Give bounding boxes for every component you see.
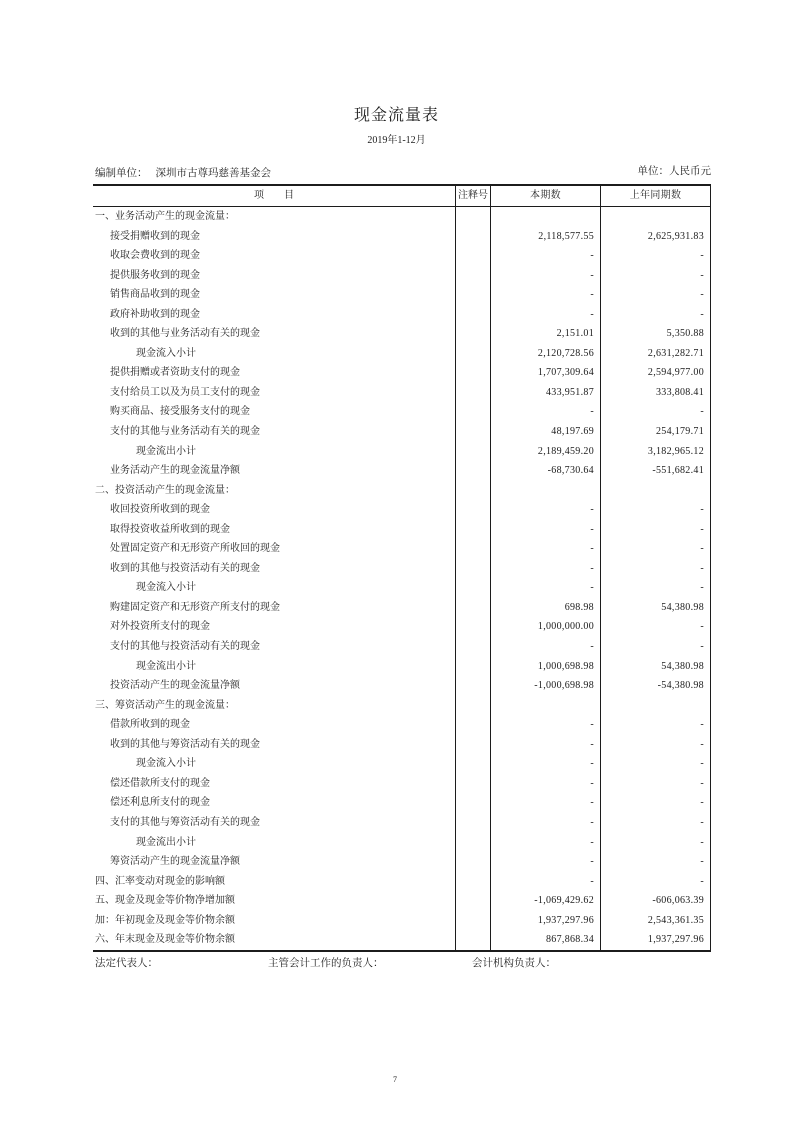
preparing-unit <box>95 165 271 180</box>
table-row <box>93 227 711 247</box>
row-prior: 5,350.88 <box>600 324 711 344</box>
preparing-unit-label: 编制单位： <box>95 168 148 179</box>
row-current: - <box>490 520 600 540</box>
currency-unit: 单位：人民币元 <box>637 166 711 177</box>
cash-flow-table <box>93 184 711 952</box>
row-item: 筹资活动产生的现金流量净额 <box>110 856 240 868</box>
row-item: 提供捐赠或者资助支付的现金 <box>110 367 240 379</box>
row-current: - <box>490 305 600 325</box>
row-note <box>455 305 490 325</box>
row-prior: - <box>600 793 711 813</box>
report-period: 2019年1-12月 <box>367 135 426 146</box>
row-current: 867,868.34 <box>490 930 600 950</box>
table-row <box>93 402 711 422</box>
row-prior: - <box>600 285 711 305</box>
row-prior: - <box>600 774 711 794</box>
row-prior: 2,631,282.71 <box>600 344 711 364</box>
table-row <box>93 559 711 579</box>
row-item: 现金流入小计 <box>136 347 196 359</box>
row-note <box>455 735 490 755</box>
table-row <box>93 481 711 501</box>
table-row <box>93 442 711 462</box>
row-item: 取得投资收益所收到的现金 <box>110 523 230 535</box>
table-row <box>93 305 711 325</box>
row-current: - <box>490 833 600 853</box>
row-note <box>455 637 490 657</box>
row-note <box>455 402 490 422</box>
row-current: - <box>490 578 600 598</box>
preparing-unit-name: 深圳市古尊玛慈善基金会 <box>155 168 271 179</box>
row-note <box>455 363 490 383</box>
table-row <box>93 813 711 833</box>
row-current: - <box>490 402 600 422</box>
row-item: 支付给员工以及为员工支付的现金 <box>110 386 260 398</box>
row-prior: -551,682.41 <box>600 461 711 481</box>
row-prior: - <box>600 266 711 286</box>
row-note <box>455 539 490 559</box>
row-prior: - <box>600 578 711 598</box>
row-note <box>455 344 490 364</box>
row-current: - <box>490 559 600 579</box>
table-row <box>93 520 711 540</box>
row-item: 支付的其他与投资活动有关的现金 <box>110 641 260 653</box>
table-row <box>93 207 711 227</box>
row-item: 偿还利息所支付的现金 <box>110 797 210 809</box>
row-note <box>455 872 490 892</box>
row-item: 投资活动产生的现金流量净额 <box>110 680 240 692</box>
row-item: 购建固定资产和无形资产所支付的现金 <box>110 601 280 613</box>
row-item: 收到的其他与筹资活动有关的现金 <box>110 738 260 750</box>
row-item: 加：年初现金及现金等价物余额 <box>95 914 235 926</box>
row-prior: -54,380.98 <box>600 676 711 696</box>
accounting-dept-label: 会计机构负责人： <box>472 958 556 969</box>
row-note <box>455 891 490 911</box>
row-note <box>455 833 490 853</box>
row-current: - <box>490 285 600 305</box>
row-item: 三、筹资活动产生的现金流量： <box>95 699 235 711</box>
row-prior: 2,625,931.83 <box>600 227 711 247</box>
table-row <box>93 793 711 813</box>
row-prior: - <box>600 617 711 637</box>
table-row <box>93 500 711 520</box>
row-note <box>455 598 490 618</box>
table-row <box>93 383 711 403</box>
row-current: 433,951.87 <box>490 383 600 403</box>
row-item: 对外投资所支付的现金 <box>110 621 210 633</box>
row-note <box>455 930 490 950</box>
row-current: - <box>490 246 600 266</box>
row-prior: - <box>600 754 711 774</box>
table-row <box>93 696 711 716</box>
row-item: 现金流入小计 <box>136 582 196 594</box>
row-note <box>455 813 490 833</box>
table-row <box>93 598 711 618</box>
header-current: 本期数 <box>490 186 600 206</box>
row-note <box>455 578 490 598</box>
row-item: 四、汇率变动对现金的影响额 <box>95 875 225 887</box>
row-current <box>490 207 600 227</box>
row-item: 政府补助收到的现金 <box>110 308 200 320</box>
table-row <box>93 344 711 364</box>
row-current: - <box>490 793 600 813</box>
row-current: -1,069,429.62 <box>490 891 600 911</box>
row-current: 1,707,309.64 <box>490 363 600 383</box>
row-current: 2,120,728.56 <box>490 344 600 364</box>
row-note <box>455 383 490 403</box>
row-current: 2,118,577.55 <box>490 227 600 247</box>
page-number: 7 <box>393 1075 397 1084</box>
row-current: -68,730.64 <box>490 461 600 481</box>
row-note <box>455 500 490 520</box>
row-prior: 2,594,977.00 <box>600 363 711 383</box>
table-row <box>93 266 711 286</box>
row-prior: 3,182,965.12 <box>600 442 711 462</box>
row-prior: -606,063.39 <box>600 891 711 911</box>
table-row <box>93 578 711 598</box>
row-prior: 54,380.98 <box>600 657 711 677</box>
row-item: 收到的其他与投资活动有关的现金 <box>110 562 260 574</box>
table-row <box>93 833 711 853</box>
table-row <box>93 676 711 696</box>
header-item: 项 目 <box>254 190 294 201</box>
row-current: 2,151.01 <box>490 324 600 344</box>
row-current: - <box>490 852 600 872</box>
row-item: 收回投资所收到的现金 <box>110 504 210 516</box>
table-row <box>93 891 711 911</box>
row-note <box>455 481 490 501</box>
row-item: 支付的其他与业务活动有关的现金 <box>110 426 260 438</box>
row-prior: 254,179.71 <box>600 422 711 442</box>
row-current: 48,197.69 <box>490 422 600 442</box>
row-note <box>455 227 490 247</box>
row-note <box>455 442 490 462</box>
row-item: 收到的其他与业务活动有关的现金 <box>110 328 260 340</box>
table-row <box>93 324 711 344</box>
row-current <box>490 696 600 716</box>
row-note <box>455 911 490 931</box>
row-note <box>455 422 490 442</box>
row-prior: - <box>600 852 711 872</box>
row-current: - <box>490 813 600 833</box>
row-note <box>455 696 490 716</box>
row-note <box>455 676 490 696</box>
table-row <box>93 363 711 383</box>
row-prior: - <box>600 833 711 853</box>
row-item: 现金流出小计 <box>136 660 196 672</box>
table-row <box>93 422 711 442</box>
row-prior: 2,543,361.35 <box>600 911 711 931</box>
table-row <box>93 735 711 755</box>
table-row <box>93 754 711 774</box>
row-item: 偿还借款所支付的现金 <box>110 777 210 789</box>
row-current: - <box>490 637 600 657</box>
row-note <box>455 520 490 540</box>
table-row <box>93 852 711 872</box>
row-prior: - <box>600 637 711 657</box>
row-item: 收取会费收到的现金 <box>110 250 200 262</box>
row-item: 业务活动产生的现金流量净额 <box>110 465 240 477</box>
row-prior: - <box>600 559 711 579</box>
row-prior: - <box>600 246 711 266</box>
row-current: 1,937,297.96 <box>490 911 600 931</box>
row-item: 销售商品收到的现金 <box>110 289 200 301</box>
row-note <box>455 207 490 227</box>
table-row <box>93 657 711 677</box>
table-row <box>93 539 711 559</box>
row-prior <box>600 481 711 501</box>
row-note <box>455 852 490 872</box>
row-item: 支付的其他与筹资活动有关的现金 <box>110 816 260 828</box>
row-item: 购买商品、接受服务支付的现金 <box>110 406 250 418</box>
row-prior: 1,937,297.96 <box>600 930 711 950</box>
header-note: 注释号 <box>455 186 490 206</box>
row-prior: - <box>600 402 711 422</box>
table-row <box>93 715 711 735</box>
row-prior: - <box>600 520 711 540</box>
row-current: - <box>490 266 600 286</box>
table-row <box>93 774 711 794</box>
row-item: 六、年末现金及现金等价物余额 <box>95 934 235 946</box>
row-note <box>455 774 490 794</box>
row-prior: 54,380.98 <box>600 598 711 618</box>
row-prior: - <box>600 735 711 755</box>
row-prior: - <box>600 715 711 735</box>
row-item: 一、业务活动产生的现金流量： <box>95 211 235 222</box>
row-item: 现金流出小计 <box>136 836 196 848</box>
row-note <box>455 461 490 481</box>
row-item: 接受捐赠收到的现金 <box>110 230 200 242</box>
row-current: - <box>490 500 600 520</box>
row-item: 现金流出小计 <box>136 445 196 457</box>
row-current: - <box>490 735 600 755</box>
row-current: 2,189,459.20 <box>490 442 600 462</box>
row-note <box>455 266 490 286</box>
table-header-row <box>93 186 711 207</box>
table-row <box>93 285 711 305</box>
row-note <box>455 324 490 344</box>
row-prior <box>600 696 711 716</box>
row-prior: - <box>600 539 711 559</box>
row-item: 五、现金及现金等价物净增加额 <box>95 895 235 907</box>
row-note <box>455 559 490 579</box>
table-row <box>93 911 711 931</box>
row-prior: - <box>600 500 711 520</box>
row-prior: - <box>600 872 711 892</box>
row-current: - <box>490 872 600 892</box>
table-row <box>93 617 711 637</box>
row-current: 1,000,000.00 <box>490 617 600 637</box>
row-item: 二、投资活动产生的现金流量： <box>95 484 235 496</box>
row-current: 698.98 <box>490 598 600 618</box>
legal-representative-label: 法定代表人： <box>95 958 158 969</box>
row-current: -1,000,698.98 <box>490 676 600 696</box>
table-row <box>93 246 711 266</box>
row-note <box>455 246 490 266</box>
row-item: 借款所收到的现金 <box>110 719 190 731</box>
table-row <box>93 872 711 892</box>
row-note <box>455 617 490 637</box>
row-prior: - <box>600 305 711 325</box>
row-item: 处置固定资产和无形资产所收回的现金 <box>110 543 280 555</box>
accounting-head-label: 主管会计工作的负责人： <box>268 958 384 969</box>
table-row <box>93 930 711 950</box>
row-note <box>455 715 490 735</box>
row-prior: - <box>600 813 711 833</box>
row-note <box>455 754 490 774</box>
table-row <box>93 461 711 481</box>
row-prior: 333,808.41 <box>600 383 711 403</box>
row-prior <box>600 207 711 227</box>
header-prior: 上年同期数 <box>600 186 711 206</box>
row-item: 提供服务收到的现金 <box>110 269 200 281</box>
row-current: - <box>490 539 600 559</box>
row-current: - <box>490 774 600 794</box>
row-note <box>455 285 490 305</box>
row-note <box>455 657 490 677</box>
document-title: 现金流量表 <box>353 107 439 124</box>
row-current <box>490 481 600 501</box>
row-current: 1,000,698.98 <box>490 657 600 677</box>
row-current: - <box>490 715 600 735</box>
row-note <box>455 793 490 813</box>
row-current: - <box>490 754 600 774</box>
row-item: 现金流入小计 <box>136 758 196 770</box>
table-row <box>93 637 711 657</box>
